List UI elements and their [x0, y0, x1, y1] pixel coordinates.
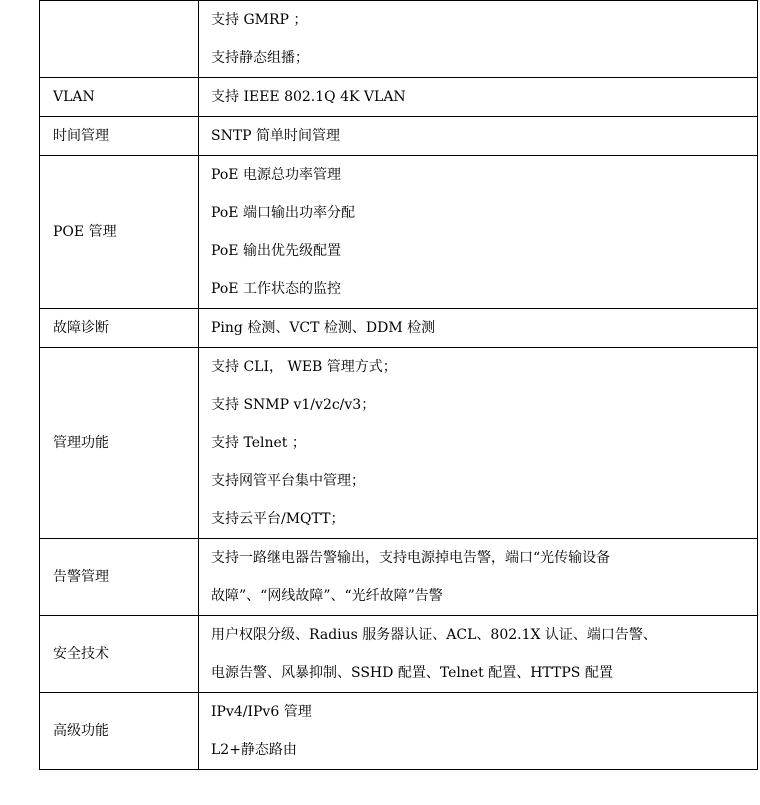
value-line: 支持 SNMP v1/v2c/v3； [211, 397, 376, 413]
value-line: 用户权限分级、Radius 服务器认证、ACL、802.1X 认证、端口告警、 [211, 627, 657, 643]
row-value [199, 309, 758, 348]
value-line: 支持静态组播； [211, 50, 309, 66]
table-row [40, 117, 758, 156]
value-line: PoE 电源总功率管理 [211, 167, 341, 183]
table-row [40, 616, 758, 693]
table-row [40, 348, 758, 539]
value-line: PoE 输出优先级配置 [211, 243, 341, 259]
row-label [40, 1, 199, 78]
value-line: 支持一路继电器告警输出，支持电源掉电告警，端口“光传输设备 [211, 550, 611, 566]
value-line: 故障”、“网线故障”、“光纤故障”告警 [211, 588, 443, 604]
row-value [199, 616, 758, 693]
table-row [40, 539, 758, 616]
row-label: 安全技术 [40, 616, 199, 693]
row-value [199, 156, 758, 309]
spec-table [39, 0, 758, 770]
table-row [40, 309, 758, 348]
value-line: 支持 Telnet ； [211, 435, 306, 451]
row-label: 高级功能 [40, 693, 199, 770]
row-label: VLAN [40, 78, 199, 117]
value-line: 电源告警、风暴抑制、SSHD 配置、Telnet 配置、HTTPS 配置 [211, 665, 613, 681]
value-line: L2+静态路由 [211, 742, 297, 758]
value-line: PoE 工作状态的监控 [211, 281, 341, 297]
table-row [40, 1, 758, 78]
row-value [199, 348, 758, 539]
row-value [199, 539, 758, 616]
value-line: IPv4/IPv6 管理 [211, 704, 312, 720]
value-line: Ping 检测、VCT 检测、DDM 检测 [211, 320, 436, 336]
row-value [199, 78, 758, 117]
value-line: SNTP 简单时间管理 [211, 128, 341, 144]
value-line: PoE 端口输出功率分配 [211, 205, 355, 221]
table-row [40, 693, 758, 770]
row-value [199, 117, 758, 156]
row-label: POE 管理 [40, 156, 199, 309]
row-label: 告警管理 [40, 539, 199, 616]
row-value [199, 693, 758, 770]
value-line: 支持 IEEE 802.1Q 4K VLAN [211, 89, 406, 105]
value-line: 支持网管平台集中管理； [211, 473, 365, 489]
table-row [40, 156, 758, 309]
value-line: 支持 GMRP ； [211, 12, 308, 28]
row-value [199, 1, 758, 78]
value-line: 支持云平台/MQTT； [211, 511, 345, 527]
table-row [40, 78, 758, 117]
row-label: 时间管理 [40, 117, 199, 156]
row-label: 故障诊断 [40, 309, 199, 348]
row-label: 管理功能 [40, 348, 199, 539]
value-line: 支持 CLI， WEB 管理方式； [211, 359, 397, 375]
